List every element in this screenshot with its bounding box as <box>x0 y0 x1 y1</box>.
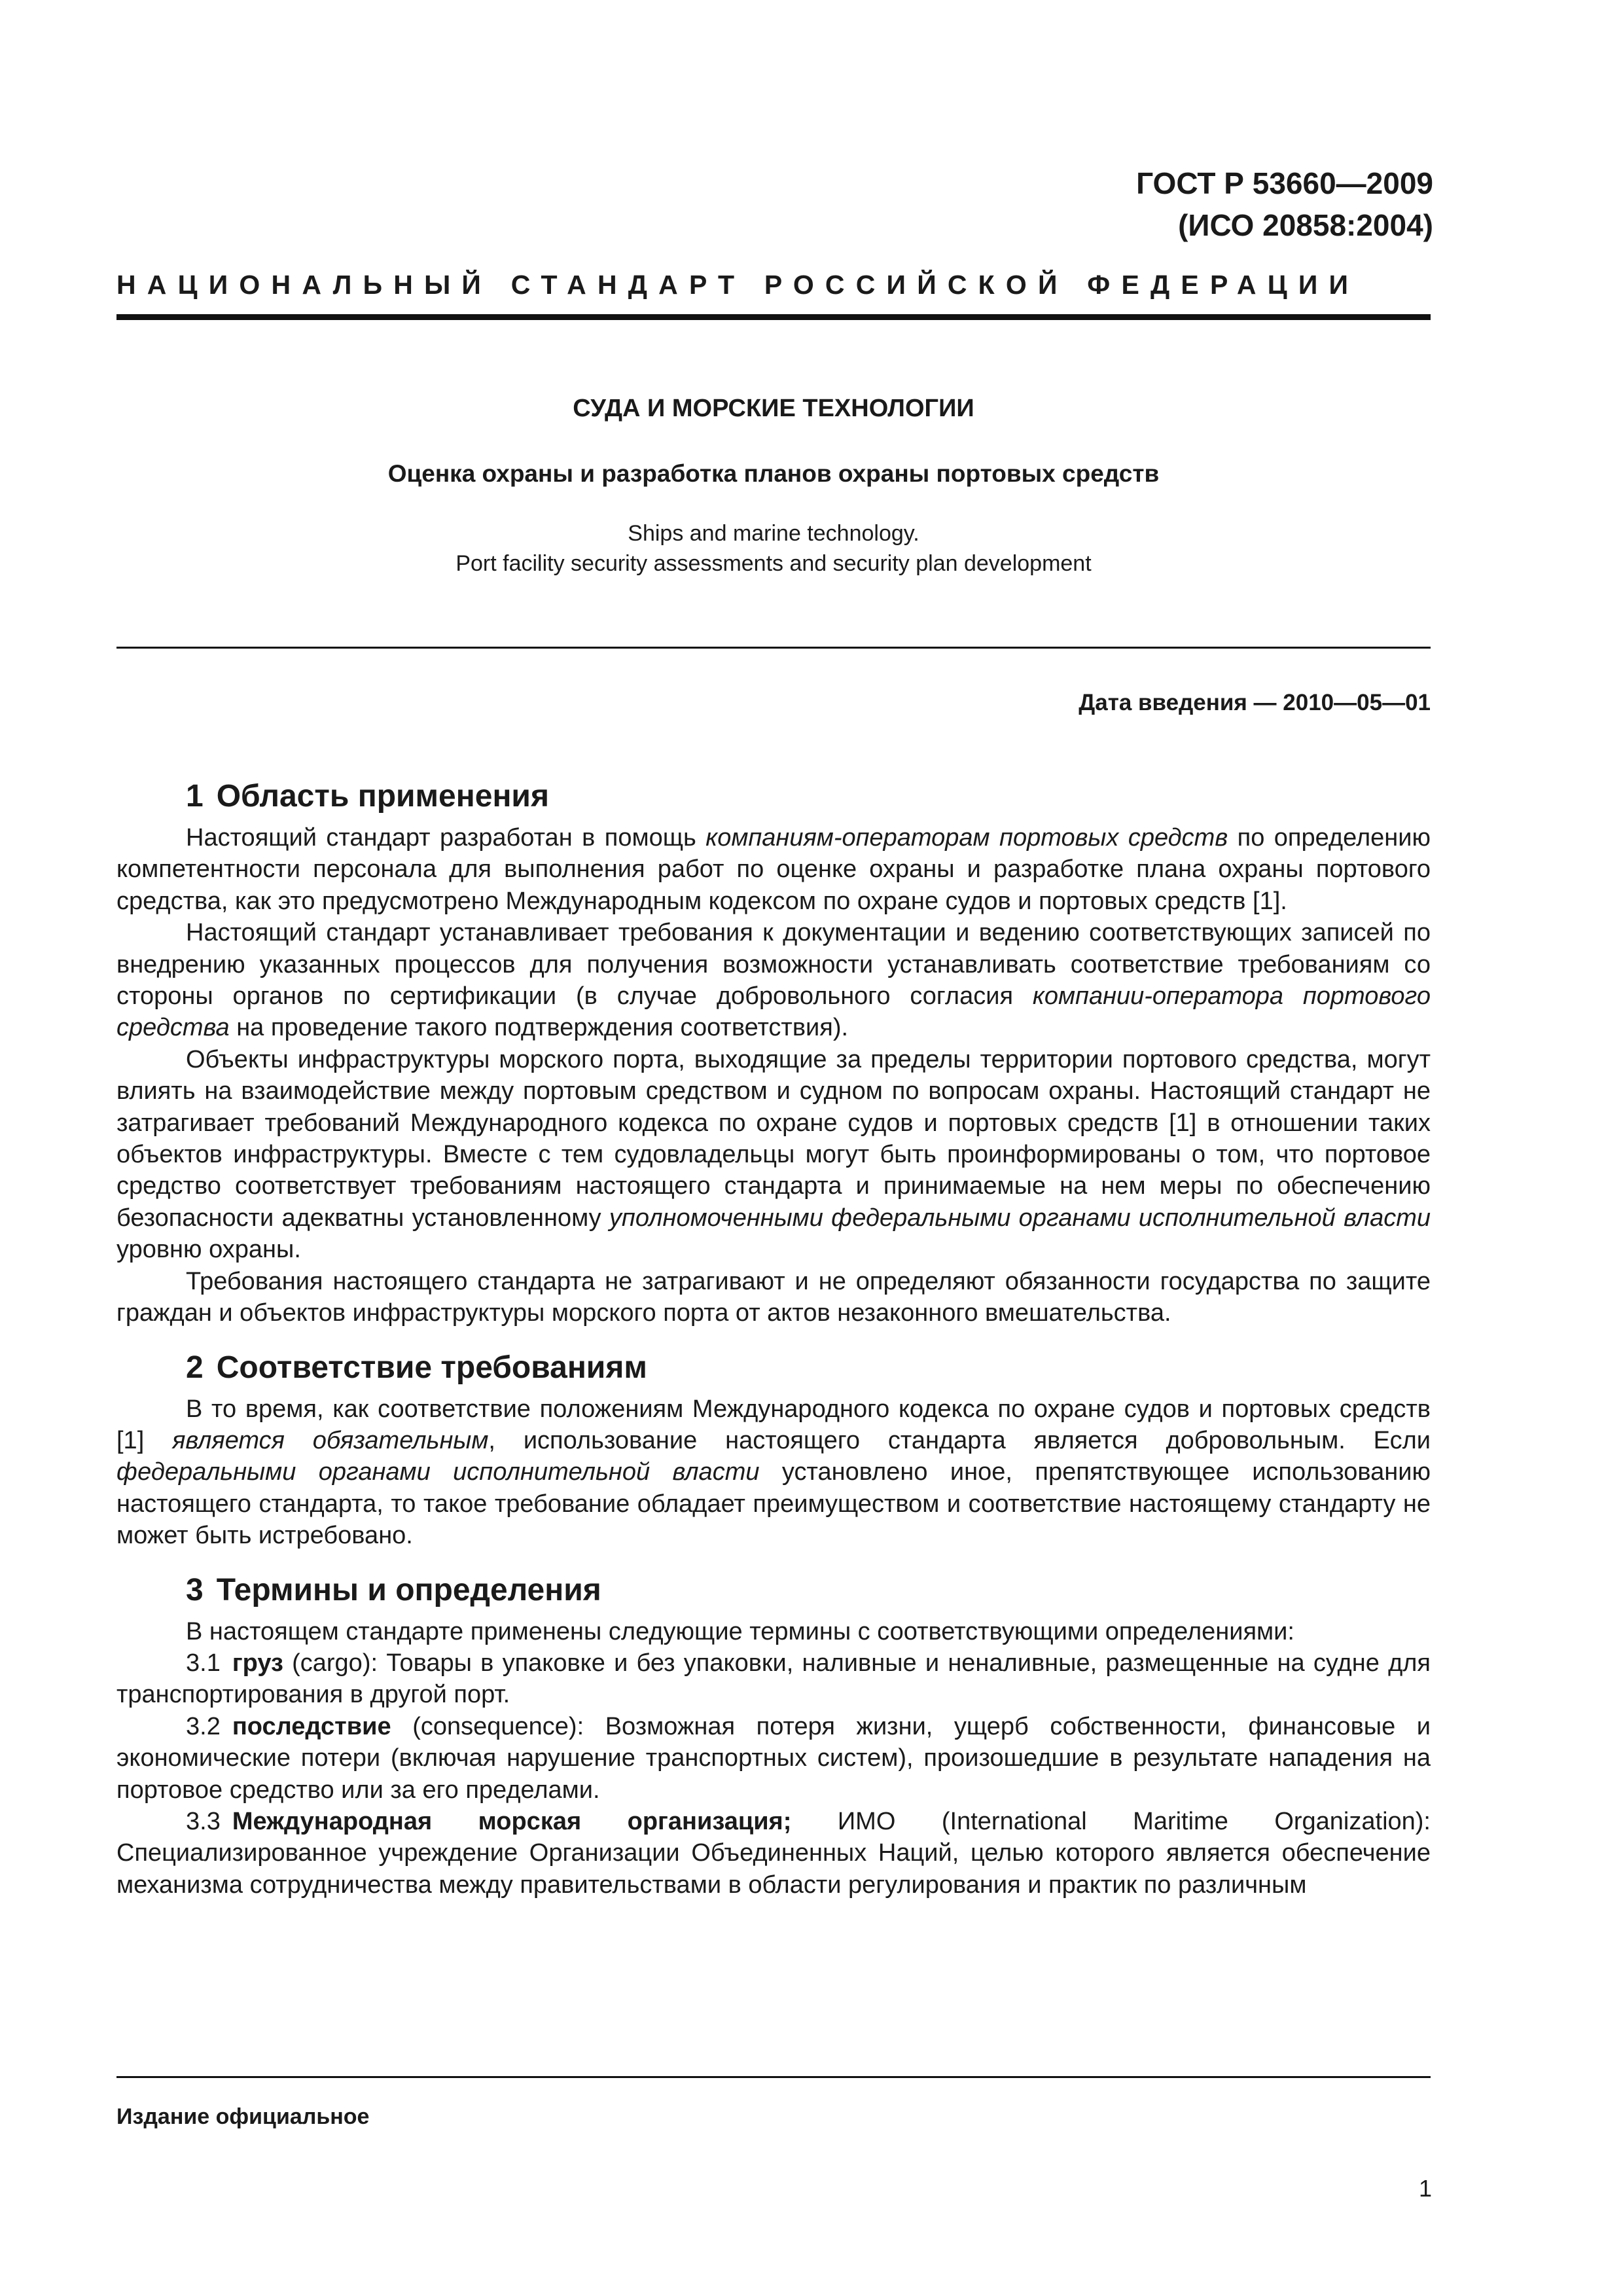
text-run: Настоящий стандарт разработан в помощь <box>186 824 706 852</box>
paragraph <box>116 1044 1431 1266</box>
page-number: 1 <box>1418 2175 1432 2202</box>
english-title-line-1: Ships and marine technology. <box>628 521 919 546</box>
section-title: Соответствие требованиям <box>216 1350 647 1385</box>
standard-designation <box>1136 162 1433 246</box>
paragraph: Требования настоящего стандарта не затрагивают и не определяют обязанности государства по защите граждан и объектов инфраструктуры морского порта от актов незаконного вмешательства. <box>116 1267 1431 1327</box>
text-run: установлено иное, препятствующее использованию настоящего стандарта, то такое требование обладает преимуществом и соответствие настоящему стандарту не может быть истребовано. <box>116 1458 1431 1550</box>
section-title: Термины и определения <box>216 1572 601 1607</box>
document-body <box>116 776 1431 1901</box>
term-text: ИМО (International Maritime Organization): Специализированное учреждение Организации Объединенных Наций, целью которого является обеспечение механизма сотрудничества между правительствами в области регулирования и практик по различным <box>116 1807 1431 1899</box>
term-number: 3.3 <box>186 1807 221 1835</box>
text-run: на проведение такого подтверждения соответствия). <box>229 1014 849 1042</box>
term-number: 3.2 <box>186 1712 221 1740</box>
footer-rule <box>116 2076 1431 2078</box>
section-number: 3 <box>186 1572 204 1607</box>
term-name: Международная морская организация; <box>232 1807 792 1835</box>
section-title: Область применения <box>216 779 549 814</box>
paragraph <box>116 1393 1431 1552</box>
effective-date: Дата введения — 2010—05—01 <box>1079 690 1431 715</box>
italic-term: компаниям-операторам портовых средств <box>705 824 1228 852</box>
paragraph <box>116 822 1431 917</box>
national-standard-banner: НАЦИОНАЛЬНЫЙ СТАНДАРТ РОССИЙСКОЙ ФЕДЕРАЦИИ <box>116 270 1360 300</box>
term-name: груз <box>232 1649 283 1677</box>
term-text: (consequence): Возможная потеря жизни, ущерб собственности, финансовые и экономические потери (включая нарушение транспортных систем), произошедшие в результате нападения на портовое средство или за его пределами. <box>116 1712 1431 1804</box>
term-name: последствие <box>232 1712 391 1740</box>
main-title: СУДА И МОРСКИЕ ТЕХНОЛОГИИ <box>573 395 974 422</box>
section-heading-3 <box>116 1570 1431 1611</box>
text-run: Объекты инфраструктуры морского порта, выходящие за пределы территории портового средства, могут влиять на взаимодействие между портовым средством и судном по вопросам охраны. Настоящий стандарт не затрагивает требований Международного кодекса по охране судов и портовых средств [1] в отношении таких объектов инфраструктуры. Вместе с тем судовладельцы могут быть проинформированы о том, что портовое средство соответствует требованиям настоящего стандарта и принимаемые на нем меры по обеспечению безопасности адекватны установленному <box>116 1045 1431 1232</box>
term-definition <box>116 1647 1431 1711</box>
english-title <box>116 518 1431 579</box>
section-heading-1 <box>116 776 1431 817</box>
gost-number: ГОСТ Р 53660—2009 <box>1136 166 1433 200</box>
italic-term: компании-оператора портового средства <box>116 982 1431 1042</box>
text-run: по определению компетентности персонала для выполнения работ по оценке охраны и разработке плана охраны портового средства, как это предусмотрено Международным кодексом по охране судов и портовых средств [1]. <box>116 824 1431 915</box>
iso-number: (ИСО 20858:2004) <box>1178 208 1433 242</box>
section-heading-2 <box>116 1348 1431 1388</box>
section-number: 1 <box>186 779 204 814</box>
paragraph: В настоящем стандарте применены следующие термины с соответствующими определениями: <box>186 1617 1294 1645</box>
term-text: (cargo): Товары в упаковке и без упаковки, наливные и неналивные, размещенные на судне для транспортирования в другой порт. <box>116 1649 1431 1709</box>
term-definition <box>116 1711 1431 1806</box>
italic-term: уполномоченными федеральными органами исполнительной власти <box>609 1204 1431 1232</box>
sub-title: Оценка охраны и разработка планов охраны портовых средств <box>387 460 1160 487</box>
title-block <box>116 393 1431 579</box>
term-number: 3.1 <box>186 1649 221 1677</box>
text-run: В то время, как соответствие положениям Международного кодекса по охране судов и портовых средств [1] <box>116 1395 1431 1454</box>
term-definition <box>116 1806 1431 1901</box>
text-run: уровню охраны. <box>116 1236 301 1264</box>
paragraph <box>116 917 1431 1044</box>
italic-term: является обязательным <box>172 1426 489 1454</box>
title-rule <box>116 647 1431 649</box>
text-run: Настоящий стандарт устанавливает требования к документации и ведению соответствующих записей по внедрению указанных процессов для получения возможности устанавливать соответствие требованиям со стороны органов по сертификации (в случае добровольного согласия <box>116 919 1431 1011</box>
english-title-line-2: Port facility security assessments and security plan development <box>455 551 1092 576</box>
section-number: 2 <box>186 1350 204 1385</box>
text-run: , использование настоящего стандарта является добровольным. Если <box>488 1426 1431 1454</box>
edition-label: Издание официальное <box>116 2104 370 2129</box>
italic-term: федеральными органами исполнительной власти <box>116 1458 760 1486</box>
header-rule <box>116 314 1431 320</box>
